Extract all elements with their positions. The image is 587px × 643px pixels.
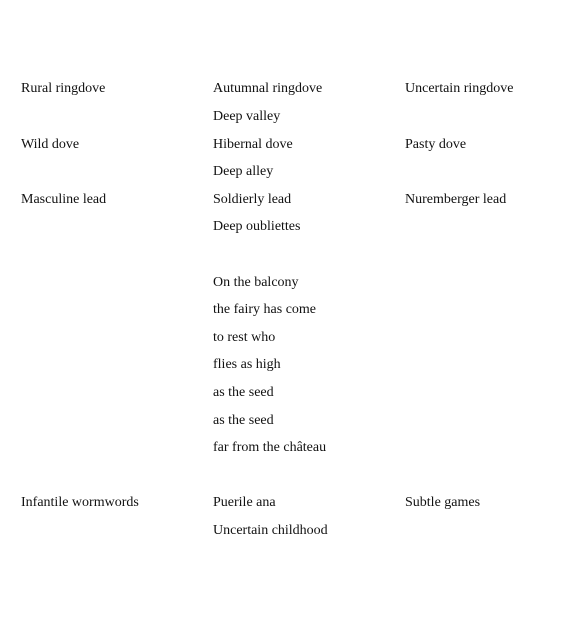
poem-line-nuremberger-lead: Nuremberger lead [405, 192, 507, 207]
poem-line-balcony: On the balcony [213, 275, 299, 290]
poem-line-deep-oubliettes: Deep oubliettes [213, 219, 301, 234]
poem-line-masculine-lead: Masculine lead [21, 192, 107, 207]
poem-line-chateau: far from the château [213, 440, 327, 455]
poem-line-infantile-wormwords: Infantile wormwords [21, 495, 139, 510]
poem-line-rural-ringdove: Rural ringdove [21, 81, 106, 96]
poem-line-deep-valley: Deep valley [213, 109, 281, 124]
poem-line-wild-dove: Wild dove [21, 137, 80, 152]
poem-line-soldierly-lead: Soldierly lead [213, 192, 292, 207]
poem-line-seed-2: as the seed [213, 413, 274, 428]
poem-line-pasty-dove: Pasty dove [405, 137, 467, 152]
poem-line-flies: flies as high [213, 357, 281, 372]
poem-line-fairy: the fairy has come [213, 302, 317, 317]
poem-line-uncertain-childhood: Uncertain childhood [213, 523, 328, 538]
poem-line-deep-alley: Deep alley [213, 164, 274, 179]
poem-line-rest: to rest who [213, 330, 276, 345]
poem-line-hibernal-dove: Hibernal dove [213, 137, 293, 152]
poem-line-uncertain-ringdove: Uncertain ringdove [405, 81, 514, 96]
poem-line-seed-1: as the seed [213, 385, 274, 400]
poem-line-autumnal-ringdove: Autumnal ringdove [213, 81, 323, 96]
poem-line-puerile-ana: Puerile ana [213, 495, 276, 510]
poem-line-subtle-games: Subtle games [405, 495, 481, 510]
